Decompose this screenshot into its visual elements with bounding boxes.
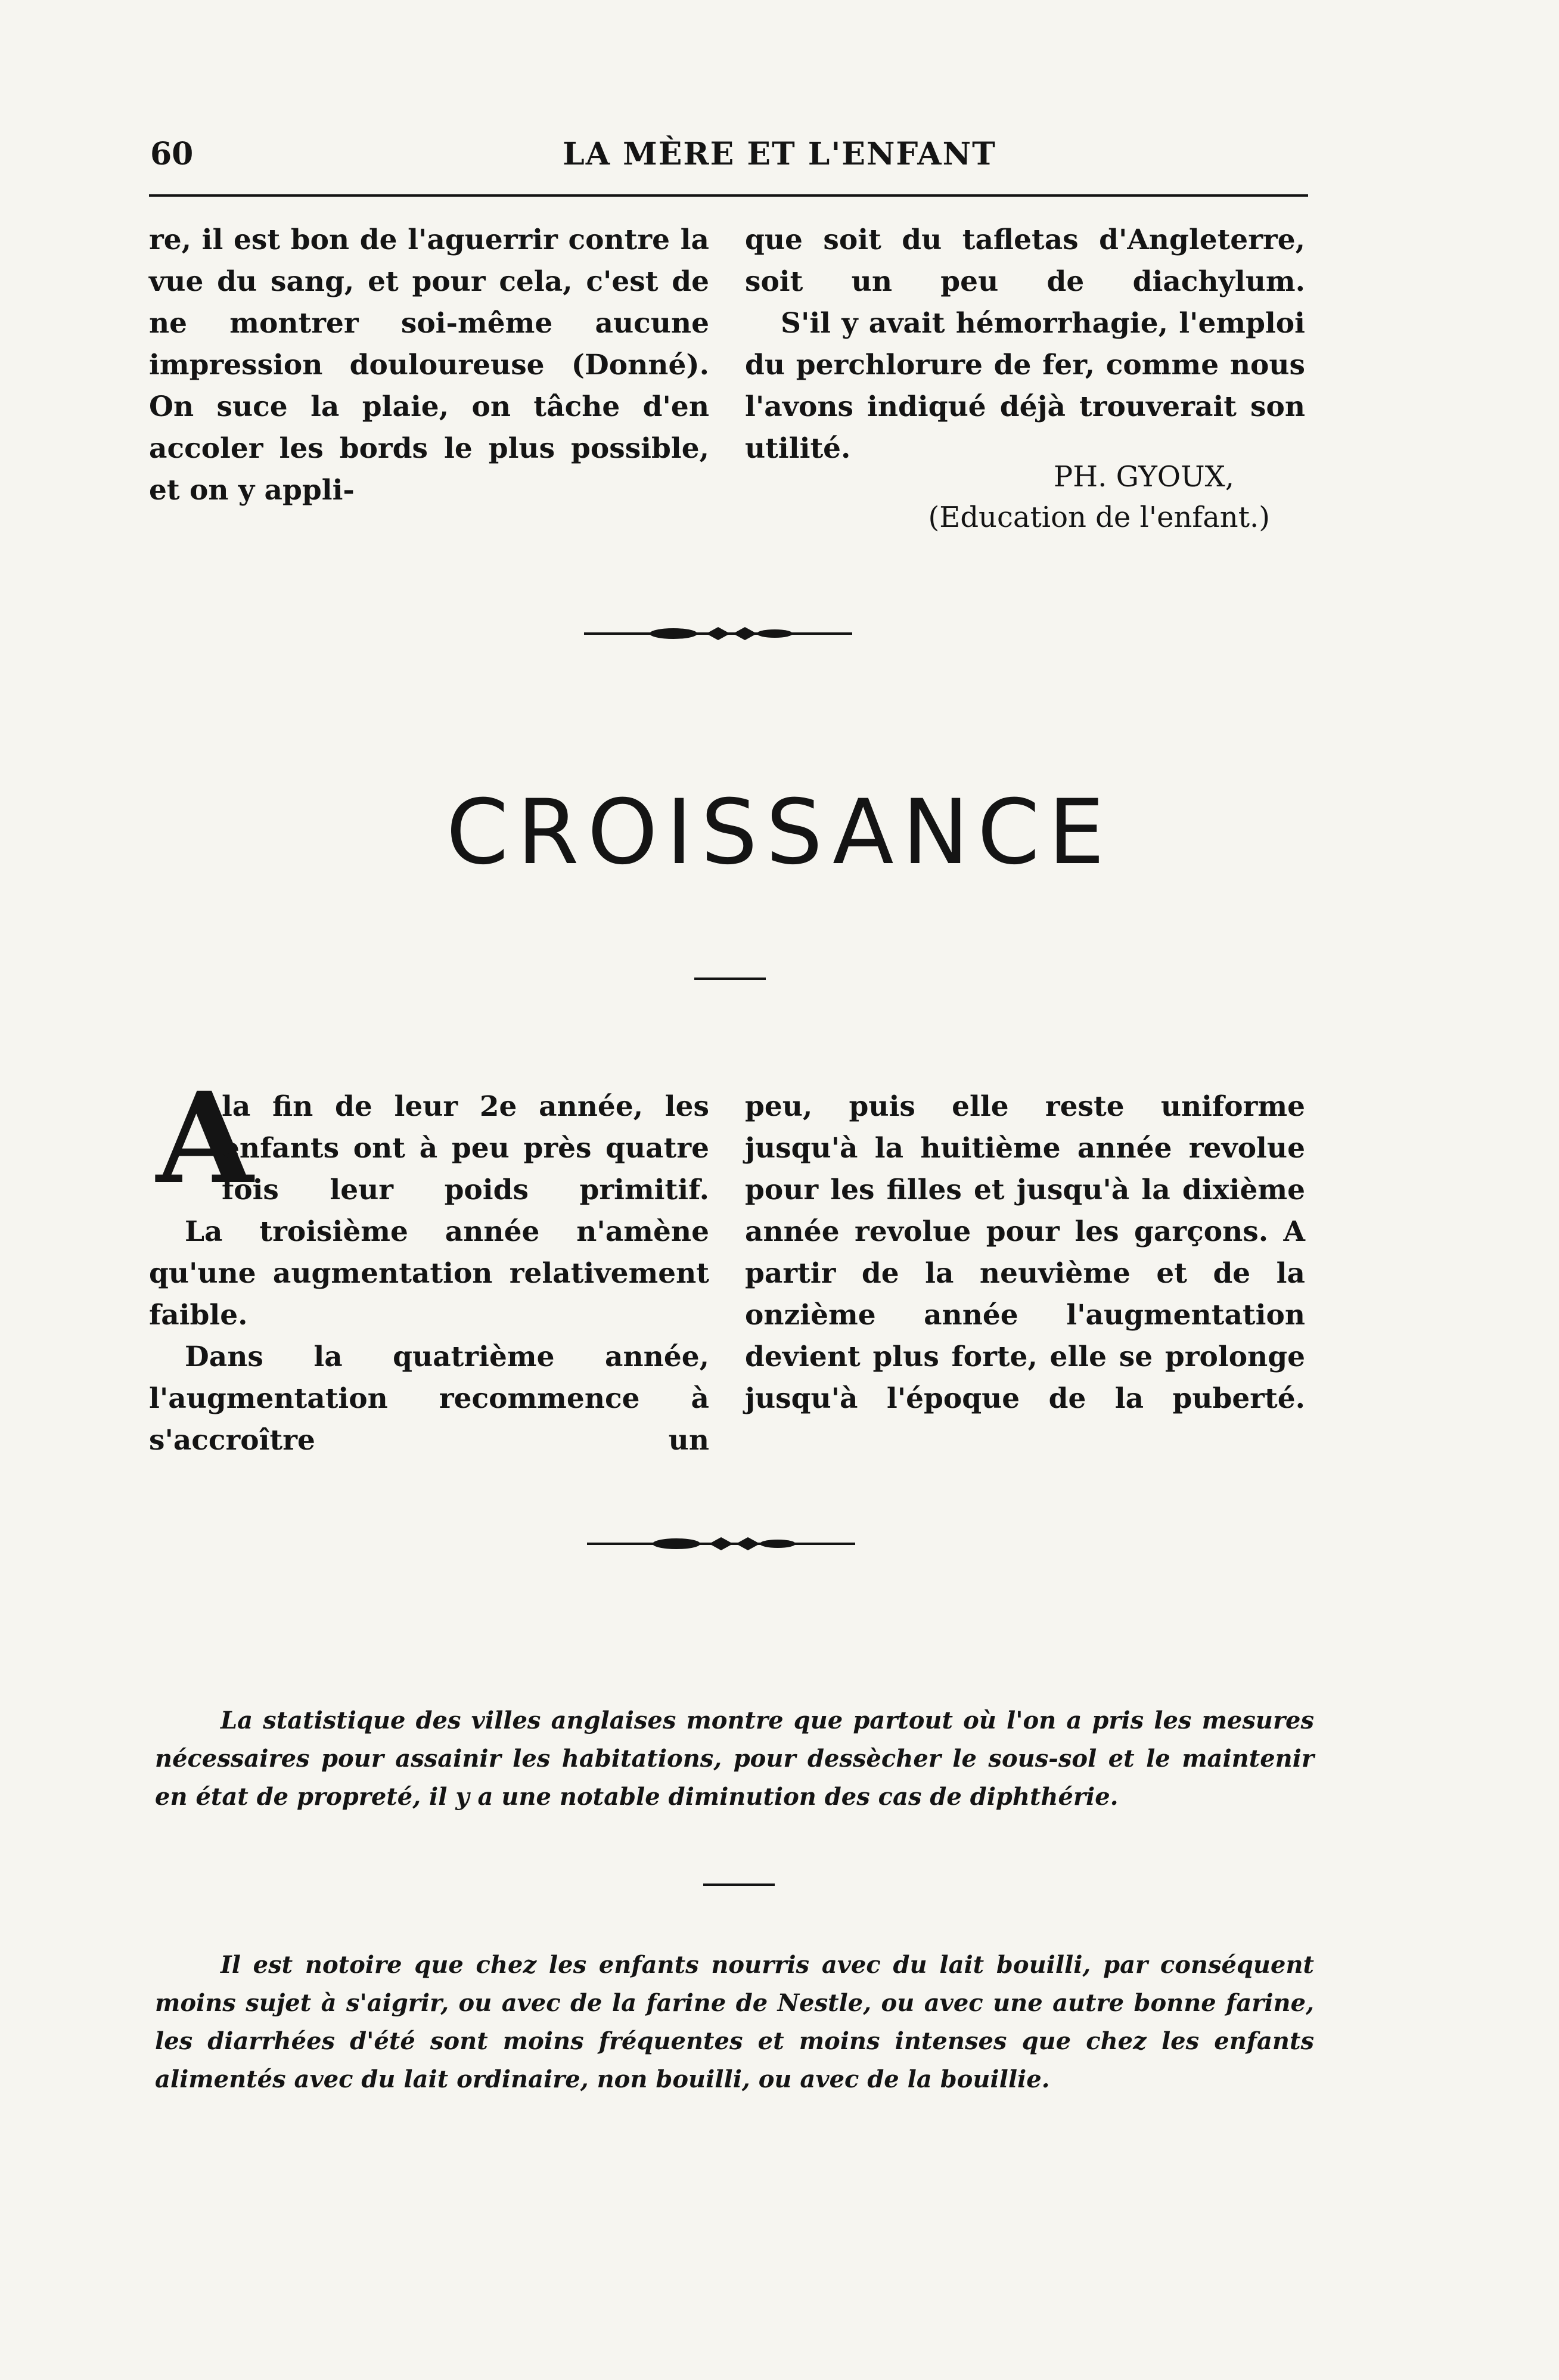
prev-article-right-column: [745, 219, 1305, 470]
article-left-column: [149, 1086, 709, 1461]
prev-article-left-column: [149, 219, 709, 511]
paragraph: que soit du tafletas d'Angleterre, soit un peu de diachylum.: [745, 224, 1305, 298]
note-text: Il est notoire que chez les enfants nourris avec du lait bouilli, par conséquent moins sujet à s'aigrir, ou avec de la farine de Nestle, ou avec une autre bonne farine, les diarrhées d'été sont moins fréquentes et moins intenses que chez les enfants alimentés avec du lait ordinaire, non bouilli, ou avec de la bouillie.: [155, 1951, 1314, 2093]
paragraph: La troisième année n'amène qu'une augmentation relativement faible.: [149, 1215, 709, 1332]
paragraph: re, il est bon de l'aguerrir contre la vue du sang, et pour cela, c'est de ne montrer soi-même aucune impression douloureuse (Donné). On suce la plaie, on tâche d'en accoler les bords le plus possible, et on y appli-: [149, 224, 709, 507]
title-rule: [694, 978, 766, 980]
note-rule: [703, 1883, 775, 1886]
note-diphtheria: [155, 1702, 1314, 1816]
note-boiled-milk: [155, 1946, 1314, 2099]
header-rule: [149, 194, 1308, 197]
source-citation: (Education de l'enfant.): [928, 501, 1270, 534]
author-signature: PH. GYOUX,: [1053, 460, 1234, 494]
ornament-divider: [584, 625, 852, 643]
paragraph: peu, puis elle reste uniforme jusqu'à la huitième année revolue pour les filles et jusqu'à la dixième année revolue pour les garçons. A partir de la neuvième et de la onzième année l'augmentation devient plus forte, elle se prolonge jusqu'à l'époque de la puberté.: [745, 1090, 1305, 1415]
article-title: CROISSANCE: [446, 781, 1113, 885]
article-right-column: [745, 1086, 1305, 1420]
page-number: 60: [150, 136, 194, 172]
ornament-divider: [587, 1535, 855, 1553]
drop-cap: A: [156, 1065, 253, 1212]
paragraph: S'il y avait hémorrhagie, l'emploi du perchlorure de fer, comme nous l'avons indiqué déjà trouverait son utilité.: [745, 307, 1305, 465]
paragraph: la fin de leur 2e année, les enfants ont à peu près quatre fois leur poids primitif.: [222, 1090, 709, 1206]
note-text: La statistique des villes anglaises montre que partout où l'on a pris les mesures nécessaires pour assainir les habitations, pour dessècher le sous-sol et le maintenir en état de propreté, il y a une notable diminution des cas de diphthérie.: [155, 1706, 1314, 1811]
paragraph: Dans la quatrième année, l'augmentation recommence à s'accroître un: [149, 1341, 709, 1457]
running-title: LA MÈRE ET L'ENFANT: [563, 136, 996, 172]
